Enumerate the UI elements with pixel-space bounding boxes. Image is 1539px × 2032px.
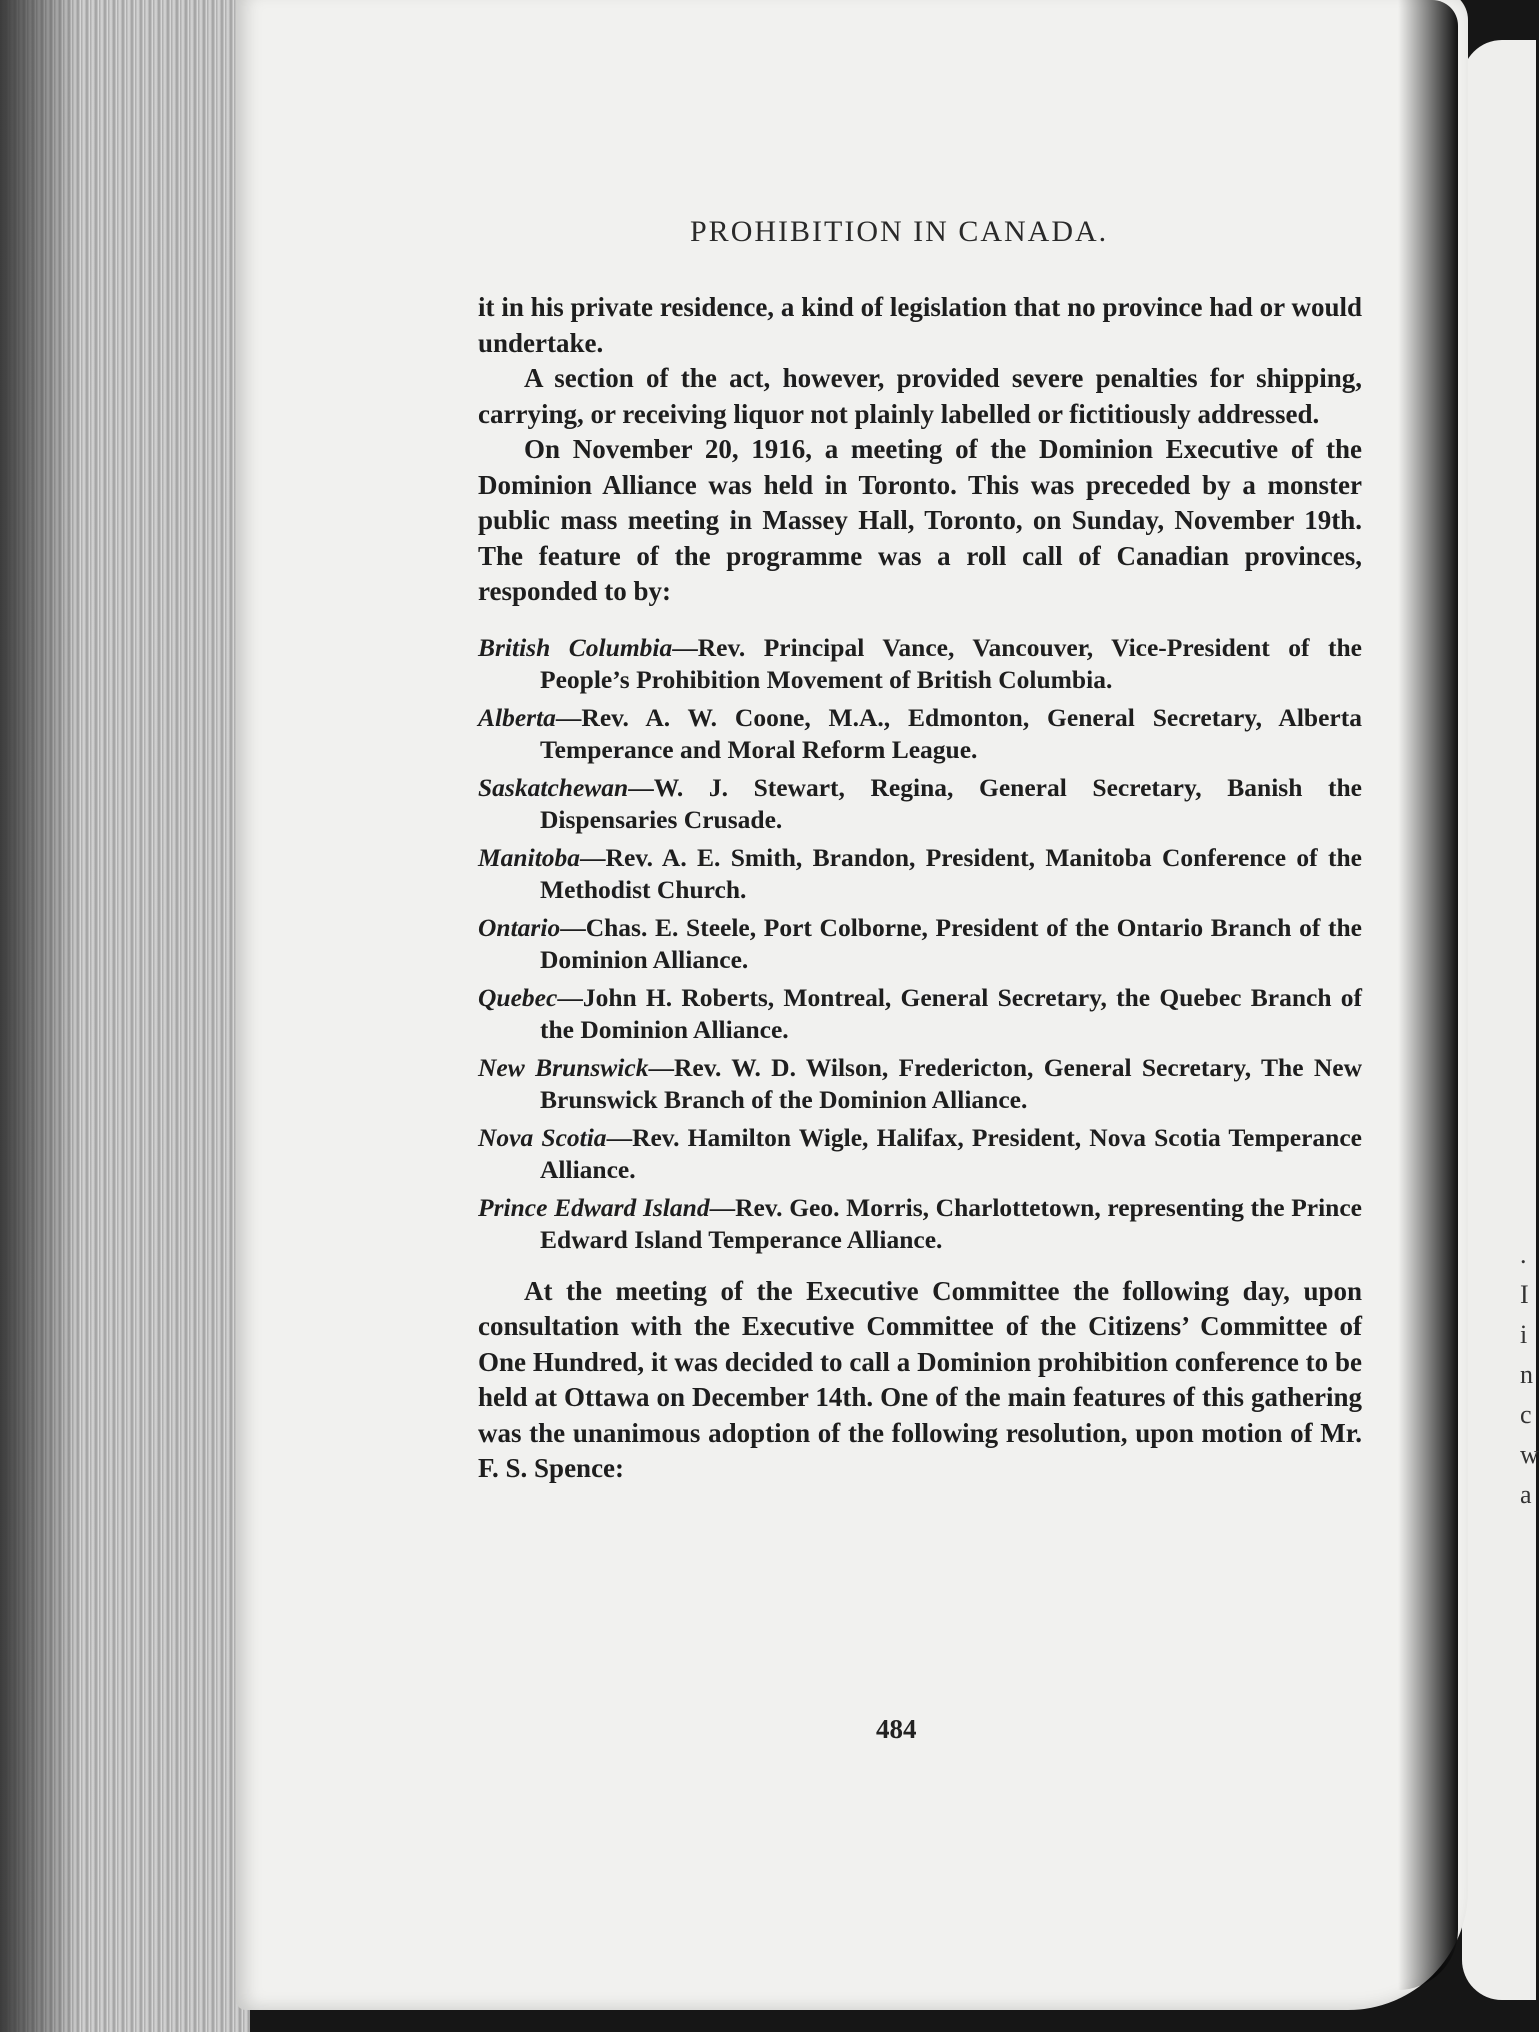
roll-call-item [478,912,1362,976]
roll-call-item [478,1192,1362,1256]
fragment: w [1520,1440,1539,1469]
province-response: —Rev. A. E. Smith, Brandon, President, Manitoba Conference of the Methodist Church. [540,842,1362,904]
province-response: —Rev. Hamilton Wigle, Halifax, President, Nova Scotia Temperance Alliance. [540,1122,1363,1184]
province-response: —Chas. E. Steele, Port Colborne, President of the Ontario Branch of the Dominion Alliance. [540,912,1362,974]
paragraph: A section of the act, however, provided severe penalties for shipping, carrying, or receiving liquor not plainly labelled or fictitiously addressed. [478,363,1362,429]
roll-call-item [478,1122,1362,1186]
left-shadow [0,0,80,2032]
province-name: New Brunswick [478,1052,649,1082]
fragment: c [1520,1400,1532,1429]
facing-page [1462,40,1539,2000]
roll-call-list [478,632,1362,1256]
roll-call-item [478,1052,1362,1116]
province-response: —W. J. Stewart, Regina, General Secretary, Banish the Dispensaries Crusade. [540,772,1362,834]
roll-call-item [478,702,1362,766]
province-response: —Rev. Geo. Morris, Charlottetown, representing the Prince Edward Island Temperance Alliance. [540,1192,1362,1254]
fragment: I [1520,1280,1529,1309]
roll-call-item [478,772,1362,836]
spine-shadow [1398,0,1458,1990]
province-response: —Rev. W. D. Wilson, Fredericton, General Secretary, The New Brunswick Branch of the Dominion Alliance. [540,1052,1363,1114]
fragment: a [1520,1480,1532,1509]
province-name: Nova Scotia [478,1122,607,1152]
province-name: Manitoba [478,842,581,872]
running-head: PROHIBITION IN CANADA. [690,215,1109,248]
province-response: —Rev. Principal Vance, Vancouver, Vice-President of the People’s Prohibition Movement of British Columbia. [540,632,1362,694]
roll-call-item [478,632,1362,696]
paragraph: it in his private residence, a kind of legislation that no province had or would undertake. [478,292,1362,358]
roll-call-item [478,982,1362,1046]
province-name: Saskatchewan [478,772,629,802]
fragment: n [1520,1360,1533,1389]
facing-page-fragments [1520,1240,1539,1520]
page-number: 484 [876,1714,917,1744]
province-name: Ontario [478,912,561,942]
roll-call-item [478,842,1362,906]
fragment: i [1520,1320,1528,1349]
paragraph: At the meeting of the Executive Committee the following day, upon consultation with the Executive Committee of the Citizens’ Committee of One Hundred, it was decided to call a Dominion prohibition conference to be held at Ottawa on December 14th. One of the main features of this gathering was the unanimous adoption of the following resolution, upon motion of Mr. F. S. Spence: [478,1275,1362,1483]
province-name: Quebec [478,982,558,1012]
fragment: . [1520,1240,1527,1269]
province-response: —Rev. A. W. Coone, M.A., Edmonton, General Secretary, Alberta Temperance and Moral Reform League. [540,702,1362,764]
province-name: Alberta [478,702,556,732]
province-name: Prince Edward Island [478,1192,710,1222]
province-response: —John H. Roberts, Montreal, General Secretary, the Quebec Branch of the Dominion Alliance. [540,982,1362,1044]
body-text [478,290,1362,1487]
paragraph: On November 20, 1916, a meeting of the Dominion Executive of the Dominion Alliance was held in Toronto. This was preceded by a monster public mass meeting in Massey Hall, Toronto, on Sunday, November 19th. The feature of the programme was a roll call of Canadian provinces, responded to by: [478,434,1362,606]
province-name: British Columbia [478,632,673,662]
